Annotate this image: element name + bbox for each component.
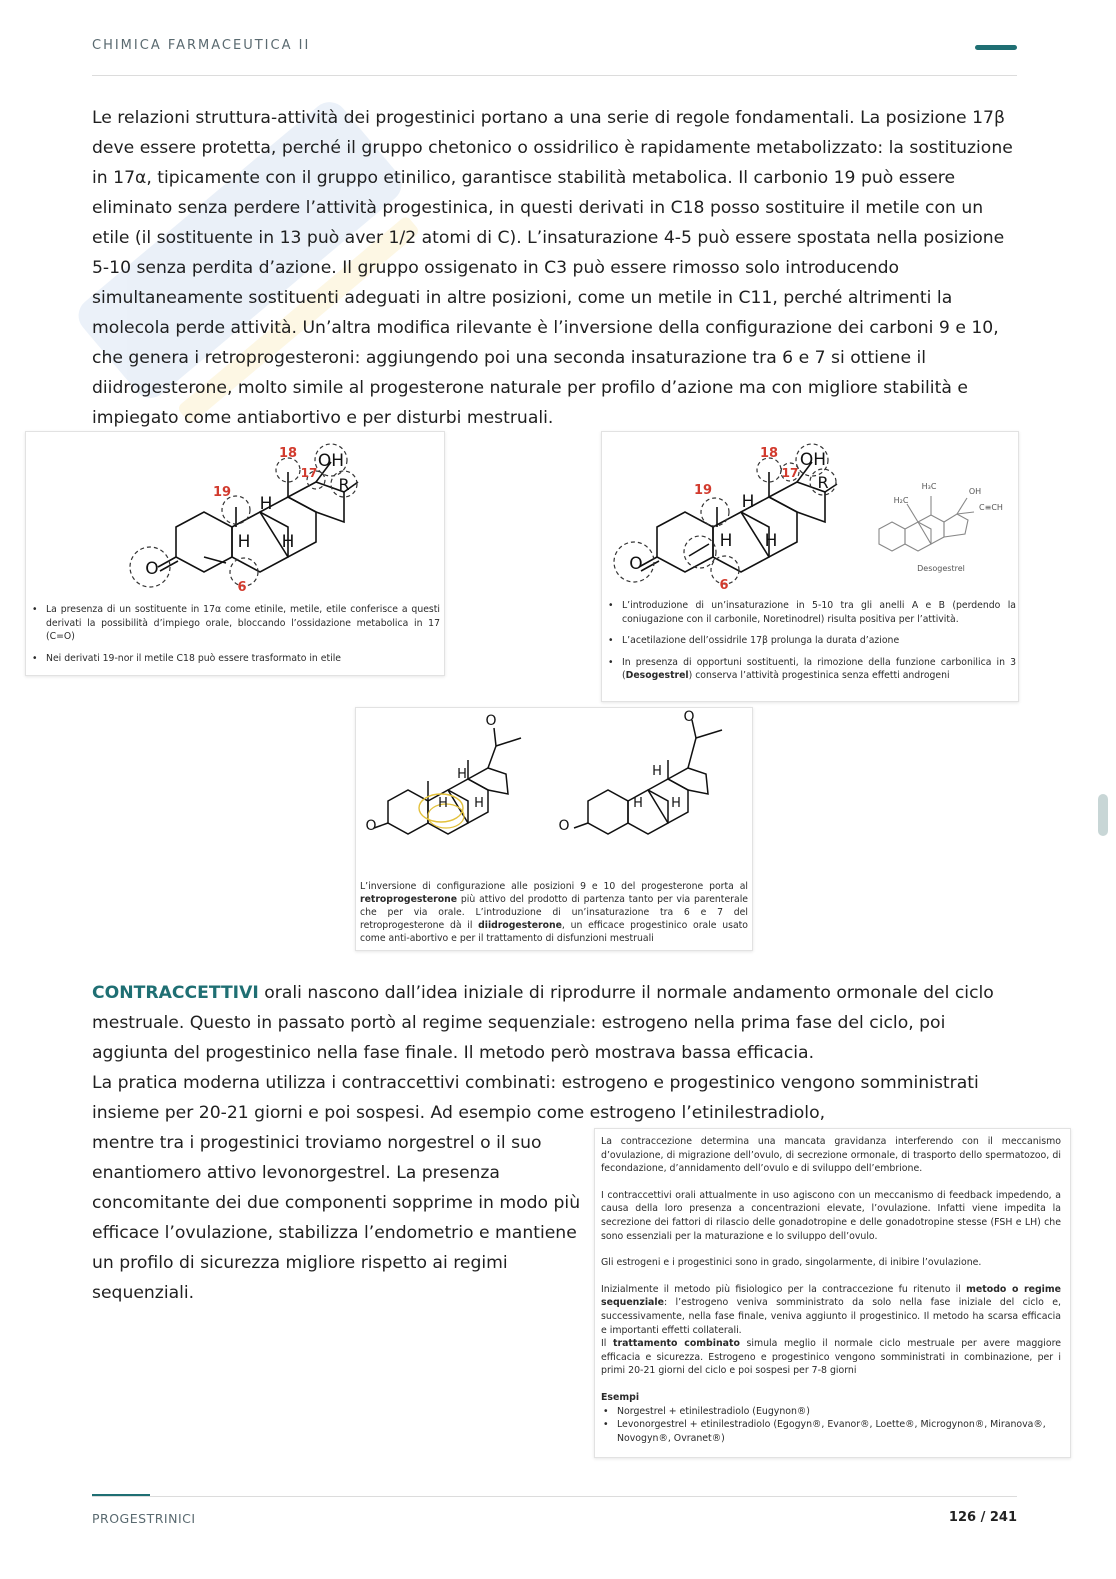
fig2-bullet: • In presenza di opportuni sostituenti, la rimozione della funzione carbonilica in 3 (Desogestrel) conserva l’attività progestinica senza effetti androgeni bbox=[606, 656, 1016, 683]
label-o-3-2: O bbox=[558, 818, 570, 834]
label-cch: C≡CH bbox=[979, 503, 1003, 512]
label-h: H bbox=[652, 764, 662, 779]
info-paragraph: Gli estrogeni e i progestinici sono in grado, singolarmente, di inibire l’ovulazione. bbox=[601, 1257, 982, 1269]
label-h-14: H bbox=[281, 532, 295, 552]
info-paragraph-combined: Il trattamento combinato simula meglio il normale ciclo mestruale per avere maggiore efficacia e sicurezza. Estrogeno e progestinico vengono somministrati in combinazione, per i primi 20-21 giorni del ciclo e poi sospesi per 7-8 giorni bbox=[601, 1338, 1061, 1377]
page-number: 126 / 241 bbox=[948, 1510, 1017, 1525]
label-h-8: H bbox=[741, 492, 755, 512]
figure-sar-2 bbox=[601, 431, 1019, 702]
label-h-8: H bbox=[259, 494, 273, 514]
label-r: R bbox=[817, 473, 829, 492]
label-h3c: H₃C bbox=[921, 482, 937, 491]
label-h: H bbox=[457, 767, 467, 782]
footer-accent-bar bbox=[92, 1494, 150, 1496]
keyword-contraccettivi: CONTRACCETTIVI bbox=[92, 983, 259, 1003]
fig1-bullet: • La presenza di un sostituente in 17α come etinile, metile, etile conferisce a questi derivati la possibilità d’impiego orale, bloccando l’ossidazione metabolica in 17 (C=O) bbox=[30, 603, 440, 644]
label-o-ketone-1: O bbox=[485, 713, 497, 729]
label-o: O bbox=[629, 554, 643, 574]
label-desogestrel: Desogestrel bbox=[917, 564, 965, 573]
label-oh: OH bbox=[317, 451, 345, 471]
info-paragraph: La contraccezione determina una mancata gravidanza interferendo con il meccanismo d’ovulazione, di migrazione dell’ovulo, di secrezione ormonale, di trasporto dello spermatozoo, di fecondazione, d’annidamento dell’ovulo e di sviluppo dell’embrione. bbox=[601, 1136, 1061, 1175]
steroid-structure-1 bbox=[26, 432, 444, 602]
fig2-bullet-list bbox=[606, 599, 1016, 691]
examples-title: Esempi bbox=[601, 1391, 640, 1403]
fig2-bullet: • L’acetilazione dell’ossidrile 17β prolunga la durata d’azione bbox=[606, 634, 1016, 648]
label-h: H bbox=[474, 796, 484, 811]
examples-list bbox=[601, 1405, 1061, 1446]
steroid-structure-2 bbox=[602, 432, 1018, 597]
term-retroprogesterone: retroprogesterone bbox=[360, 894, 458, 905]
label-oh: OH bbox=[799, 450, 827, 470]
fig2-bullet: • L’introduzione di un’insaturazione in 5-10 tra gli anelli A e B (perdendo la coniugazione con il carbonile, Noretinodrel) risulta positiva per l’attività. bbox=[606, 599, 1016, 626]
label-h-9: H bbox=[237, 532, 251, 552]
label-h: H bbox=[633, 796, 643, 811]
label-18: 18 bbox=[278, 446, 298, 461]
label-oh-small: OH bbox=[968, 487, 982, 496]
paragraph-combined: mentre tra i progestinici troviamo norgestrel o il suo enantiomero attivo levonorgestrel. La presenza concomitante dei due componenti sopprime in modo più efficace l’ovulazione, stabilizza l’endometrio e mantiene un profilo di sicurezza migliore rispetto ai regimi sequenziali. bbox=[92, 1133, 581, 1303]
figure-contraception-info bbox=[594, 1128, 1071, 1458]
header-title: CHIMICA FARMACEUTICA II bbox=[92, 38, 311, 53]
label-18: 18 bbox=[759, 446, 779, 461]
info-paragraph: I contraccettivi orali attualmente in uso agiscono con un meccanismo di feedback impedendo, a causa della loro presenza a concentrazioni elevate, l’ovulazione. Infatti viene impedita la secrezione dei fattori di rilascio delle gonadotropine e delle gonadotropine stesse (FSH e LH) che sono essenziali per la maturazione e lo sviluppo dell’ovulo. bbox=[601, 1189, 1061, 1242]
label-h: H bbox=[671, 796, 681, 811]
side-scroll-tab[interactable] bbox=[1098, 794, 1108, 836]
label-o-ketone-2: O bbox=[683, 709, 695, 725]
header-divider bbox=[92, 75, 1017, 76]
label-6: 6 bbox=[237, 580, 247, 595]
examples-block bbox=[601, 1391, 1061, 1445]
label-h: H bbox=[438, 796, 448, 811]
label-h-9: H bbox=[719, 531, 733, 551]
label-o-3-1: O bbox=[365, 818, 377, 834]
retroprogesterone-structures bbox=[356, 708, 752, 873]
example-item: • Norgestrel + etinilestradiolo (Eugynon®) bbox=[601, 1405, 1061, 1419]
label-6: 6 bbox=[719, 578, 729, 593]
label-r: R bbox=[338, 475, 350, 494]
figure-sar-1 bbox=[25, 431, 445, 676]
label-17: 17 bbox=[781, 466, 799, 480]
header-accent-bar bbox=[975, 45, 1017, 50]
figure-retroprogesterone bbox=[355, 707, 753, 951]
label-17: 17 bbox=[300, 466, 318, 480]
paragraph-contraceptives: CONTRACCETTIVI orali nascono dall’idea iniziale di riprodurre il normale andamento ormonale del ciclo mestruale. Questo in passato portò al regime sequenziale: estrogeno nella prima fase del ciclo, poi aggiunta del progestinico nella fase finale. Il metodo però mostrava bassa efficacia. La pratica moderna utilizza i contraccettivi combinati: estrogeno e progestinico vengono somministrati insieme per 20-21 giorni e poi sospesi. Ad esempio come estrogeno l’etinilestradiolo, bbox=[92, 983, 994, 1123]
info-paragraph-sequential: Inizialmente il metodo più fisiologico per la contraccezione fu ritenuto il metodo o regime sequenziale: l’estrogeno veniva somministrato da solo nella fase iniziale del ciclo e, successivamente, nella fase finale, veniva aggiunto il progestinico. Il metodo ha scarsa efficacia e importanti effetti collaterali. bbox=[601, 1283, 1062, 1336]
term-diidrogesterone: diidrogesterone bbox=[478, 920, 562, 931]
label-19: 19 bbox=[693, 483, 713, 498]
fig3-caption: L’inversione di configurazione alle posizioni 9 e 10 del progesterone porta al retroprogesterone più attivo del prodotto di partenza tanto per via parenterale che per via orale. L’introduzione di un’insaturazione tra 6 e 7 del retroprogesterone dà il diidrogesterone, un efficace progestinico orale usato come anti-abortivo e per il trattamento di disfunzioni mestruali bbox=[360, 881, 748, 944]
footer-divider bbox=[92, 1496, 1017, 1497]
fig1-bullet: • Nei derivati 19-nor il metile C18 può essere trasformato in etile bbox=[30, 652, 440, 666]
example-item: • Levonorgestrel + etinilestradiolo (Egogyn®, Evanor®, Loette®, Microgynon®, Miranova®, Novogyn®, Ovranet®) bbox=[601, 1418, 1061, 1445]
label-19: 19 bbox=[212, 485, 232, 500]
fig1-bullet-list bbox=[30, 603, 440, 673]
label-h2c: H₂C bbox=[893, 496, 909, 505]
paragraph-sar: Le relazioni struttura-attività dei progestinici portano a una serie di regole fondamentali. La posizione 17β deve essere protetta, perché il gruppo chetonico o ossidrilico è rapidamente metabolizzato: la sostituzione in 17α, tipicamente con il gruppo etinilico, garantisce stabilità metabolica. Il carbonio 19 può essere eliminato senza perdere l’attività progestinica, in questi derivati in C18 posso sostituire il metile con un etile (il sostituente in 13 può aver 1/2 atomi di C). L’insaturazione 4-5 può essere spostata nella posizione 5-10 senza perdita d’azione. Il gruppo ossigenato in C3 può essere rimosso solo introducendo simultaneamente sostituenti adeguati in altre posizioni, come un metile in C11, perché altrimenti la molecola perde attività. Un’altra modifica rilevante è l’inversione della configurazione dei carboni 9 e 10, che genera i retroprogesteroni: aggiungendo poi una seconda insaturazione tra 6 e 7 si ottiene il diidrogesterone, molto simile al progesterone naturale per profilo d’azione ma con migliore stabilità e impiegato come antiabortivo e per disturbi mestruali. bbox=[92, 108, 1013, 428]
footer-section: PROGESTRINICI bbox=[92, 1511, 196, 1526]
label-o: O bbox=[145, 559, 159, 579]
label-h-14: H bbox=[764, 531, 778, 551]
